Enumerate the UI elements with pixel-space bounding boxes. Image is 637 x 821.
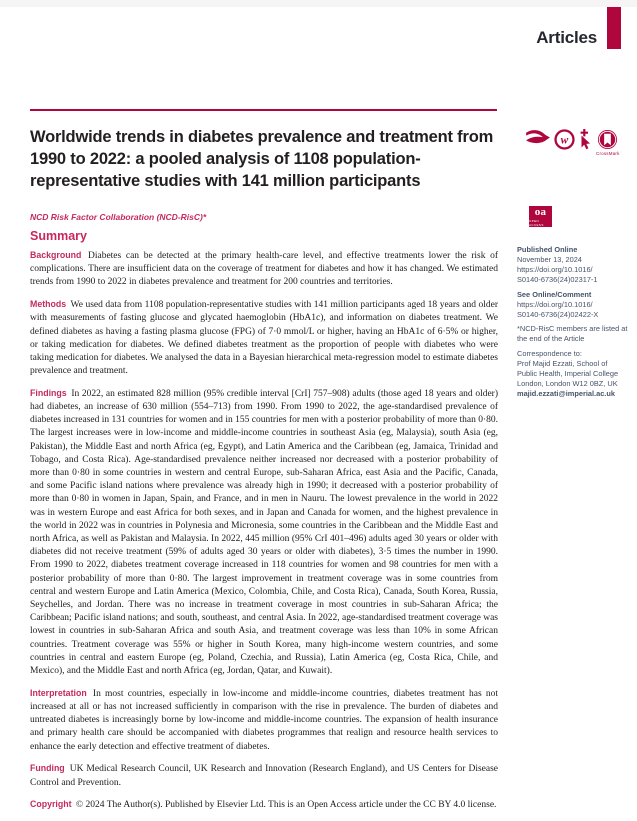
correspondence-line1: Prof Majid Ezzati, School of — [517, 358, 608, 368]
author-line: NCD Risk Factor Collaboration (NCD-RisC)* — [30, 212, 207, 222]
background-text: Diabetes can be detected at the primary health-care level, and effective treatments lower the risk of complications. There are insufficient data on the coverage of treatment for diabetes and how it has changed. We estimated trends from 1990 to 2022 in diabetes prevalence and treatment for 200 countries and territories. — [30, 251, 499, 288]
metadata-sidebar — [517, 245, 631, 403]
findings-text: In 2022, an estimated 828 million (95% credible interval [CrI] 757–908) adults (those aged 18 years and older) had diabetes, an increase of 630 million (554–713) from 1990. From 1990 to 2022, the age-standardised prevalence of diabetes increased in 131 countries for women and in 155 countries for men with a posterior probability of more than 0·80. The largest increases were in low-income and middle-income countries in southeast Asia (eg, Malaysia), south Asia (eg, Pakistan), the Middle East and north Africa (eg, Egypt), and Latin America and the Caribbean (eg, Jamaica, Trinidad and Tobago, and Costa Rica). Age-standardised prevalence neither increased nor decreased with a posterior probability of more than 0·80 in some countries in western and central Europe, sub-Saharan Africa, east Asia and the Pacific, Canada, and some Pacific island nations where prevalence was already high in 1990; it decreased with a posterior probability of more than 0·80 in women in Japan, Spain, and France, and in men in Nauru. The lowest prevalence in the world in 2022 was in western Europe and east Africa for both sexes, and in Japan and Canada for women, and the highest prevalence in the world in 2022 was in countries in Polynesia and Micronesia, some countries in the Caribbean and the Middle East and north Africa, as well as Pakistan and Malaysia. In 2022, 445 million (95% CrI 401–496) adults aged 30 years or older with diabetes did not receive treatment (59% of adults aged 30 years or older with diabetes), 3·5 times the number in 1990. From 1990 to 2022, diabetes treatment coverage increased in 118 countries for women and 98 countries for men with a posterior probability of more than 0·80. The largest improvement in treatment coverage was in some countries from central and western Europe and Latin America (Mexico, Colombia, Chile, and Costa Rica), Canada, South Korea, Russia, Seychelles, and Jordan. There was no increase in treatment coverage in most countries in sub-Saharan Africa; the Caribbean; Pacific island nations; and south, southeast, and central Asia. In 2022, age-standardised treatment coverage was lowest in countries in sub-Saharan Africa and south Asia, and treatment coverage was less than 10% in some African countries. Treatment coverage was 55% or higher in South Korea, many high-income western countries, and some countries in central and eastern Europe (eg, Poland, Czechia, and Russia), Latin America (eg, Costa Rica, Chile, and Mexico), and the Middle East and north Africa (eg, Jordan, Qatar, and Kuwait). — [30, 388, 499, 677]
published-doi-link-line1[interactable]: https://doi.org/10.1016/ — [517, 265, 593, 274]
open-access-oa-text: oa — [534, 205, 547, 218]
funding-text: UK Medical Research Council, UK Research and Innovation (Research England), and US Centers for Disease Control and Prevention. — [30, 764, 499, 788]
background-label: Background — [30, 250, 82, 260]
section-label: Articles — [536, 28, 597, 47]
open-access-badge — [529, 206, 552, 227]
correspondence-block — [517, 349, 631, 399]
funding-label: Funding — [30, 763, 65, 774]
summary-column — [30, 229, 498, 821]
members-note: *NCD-RisC members are listed at the end of the Article — [517, 324, 628, 343]
copyright-label: Copyright — [30, 799, 72, 810]
published-online-date: November 13, 2024 — [517, 255, 582, 264]
comment-doi-link-line1[interactable]: https://doi.org/10.1016/ — [517, 299, 593, 309]
background-paragraph — [30, 249, 498, 290]
header-rule — [30, 109, 497, 111]
web-extra-icon — [554, 129, 575, 150]
crossmark-icon[interactable] — [596, 129, 620, 156]
see-online-comment-label: See Online/Comment — [517, 289, 592, 299]
open-access-subtext: OPEN ACCESS — [529, 218, 544, 227]
copyright-text: © 2024 The Author(s). Published by Elsevier Ltd. This is an Open Access article under the CC BY 4.0 license. — [75, 800, 497, 811]
page-title: Worldwide trends in diabetes prevalence and treatment from 1990 to 2022: a pooled analysis of 1108 population-representative studies with 141 million participants — [30, 128, 494, 190]
findings-label: Findings — [30, 387, 67, 398]
section-tab-block — [607, 7, 621, 49]
correspondence-line3: London, London W12 0BZ, UK — [517, 378, 618, 388]
methods-paragraph — [30, 298, 498, 378]
swoosh-bird-icon — [526, 129, 551, 148]
interpretation-text: In most countries, especially in low-income and middle-income countries, diabetes treatment has not increased at all or has not increased sufficiently in comparison with the rise in prevalence. The burden of diabetes and untreated diabetes is increasingly borne by low-income and middle-income countries. The expansion of health insurance and primary health care should be accompanied with diabetes programmes that realign and resource health services to enhance the early detection and effective treatment of diabetes. — [30, 688, 499, 752]
correspondence-line2: Public Health, Imperial College — [517, 368, 619, 378]
correspondence-label: Correspondence to: — [517, 348, 582, 358]
crossmark-label: CrossMark — [596, 151, 620, 156]
interactive-cursor-icon — [578, 129, 593, 150]
comment-doi-link-line2[interactable]: S0140-6736(24)02422-X — [517, 309, 599, 319]
feature-icons-row — [526, 129, 618, 156]
published-online-label: Published Online — [517, 245, 578, 254]
methods-text: We used data from 1108 population-representative studies with 141 million participants aged 18 years and older with measurements of fasting glucose and glycated haemoglobin (HbA1c), and information on diabetes treatment. We defined diabetes as having a fasting plasma glucose (FPG) of 7·0 mmol/L or higher, having an HbA1c of 6·5% or higher, or taking medication for diabetes. We defined diabetes treatment as the proportion of people with diabetes who were taking medication for diabetes. We analysed the data in a Bayesian hierarchical meta-regression model to estimate diabetes prevalence and treatment. — [30, 300, 498, 377]
see-online-comment-block — [517, 290, 631, 320]
correspondence-email-link[interactable]: majid.ezzati@imperial.ac.uk — [517, 388, 615, 398]
summary-heading: Summary — [30, 229, 87, 243]
copyright-paragraph — [30, 798, 498, 812]
page-top-edge — [0, 0, 637, 7]
findings-paragraph — [30, 387, 498, 678]
published-online-block — [517, 245, 631, 285]
svg-text:w: w — [560, 134, 569, 147]
published-doi-link-line2[interactable]: S0140-6736(24)02317-1 — [517, 275, 598, 284]
interpretation-label: Interpretation — [30, 687, 87, 698]
funding-paragraph — [30, 762, 498, 789]
interpretation-paragraph — [30, 687, 498, 754]
methods-label: Methods — [30, 299, 67, 310]
